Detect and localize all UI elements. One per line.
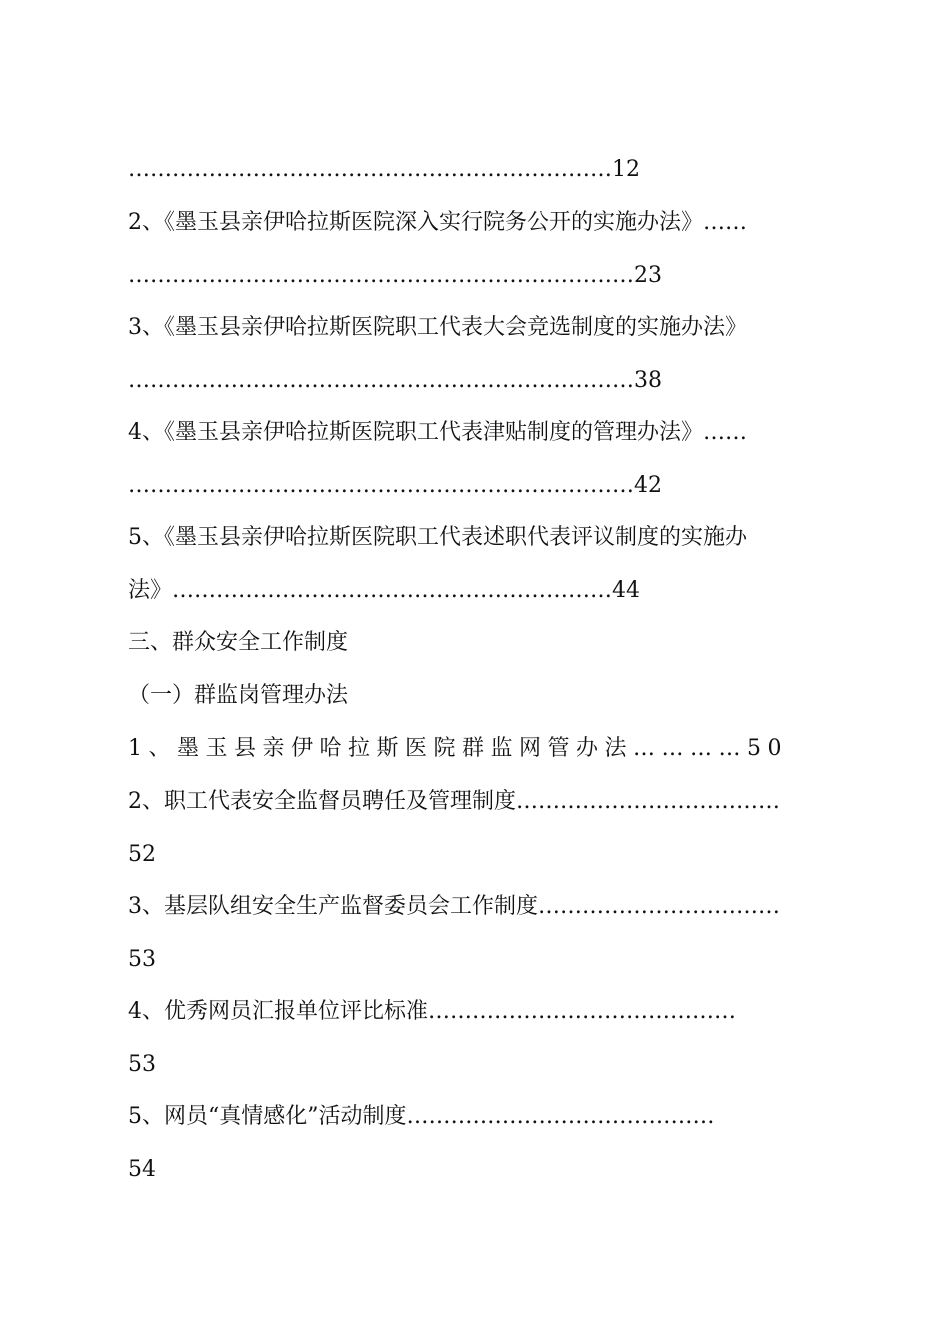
- toc-subitem-3-page: 53: [128, 947, 156, 972]
- toc-subitem-4-page: 53: [128, 1052, 156, 1077]
- toc-item-5-page: 法》……………………………………………………44: [128, 578, 640, 603]
- section-heading-3: 三、群众安全工作制度: [128, 630, 349, 655]
- toc-subitem-2-title: 2、职工代表安全监督员聘任及管理制度………………………………: [128, 789, 780, 814]
- toc-subitem-4-title: 4、优秀网员汇报单位评比标准……………………………………: [128, 999, 736, 1024]
- toc-line-1-page-12: …………………………………………………………12: [128, 157, 640, 182]
- toc-item-3-title: 3、《墨玉县亲伊哈拉斯医院职工代表大会竞选制度的实施办法》: [128, 315, 747, 340]
- subsection-heading-1: （一）群监岗管理办法: [128, 683, 349, 708]
- toc-subitem-2-page: 52: [128, 842, 156, 867]
- toc-subitem-3-title: 3、基层队组安全生产监督委员会工作制度……………………………: [128, 894, 780, 919]
- toc-item-4-title: 4、《墨玉县亲伊哈拉斯医院职工代表津贴制度的管理办法》……: [128, 420, 747, 445]
- toc-subitem-5-page: 54: [128, 1157, 156, 1182]
- toc-item-4-page: ……………………………………………………………42: [128, 473, 662, 498]
- toc-item-2-title: 2、《墨玉县亲伊哈拉斯医院深入实行院务公开的实施办法》……: [128, 210, 747, 235]
- toc-subitem-5-title: 5、网员“真情感化”活动制度……………………………………: [128, 1104, 715, 1129]
- toc-subitem-1: 1、墨玉县亲伊哈拉斯医院群监网管办法…………50: [128, 736, 788, 761]
- toc-item-3-page: ……………………………………………………………38: [128, 368, 662, 393]
- toc-item-5-title: 5、《墨玉县亲伊哈拉斯医院职工代表述职代表评议制度的实施办: [128, 525, 747, 550]
- toc-item-2-page: ……………………………………………………………23: [128, 263, 662, 288]
